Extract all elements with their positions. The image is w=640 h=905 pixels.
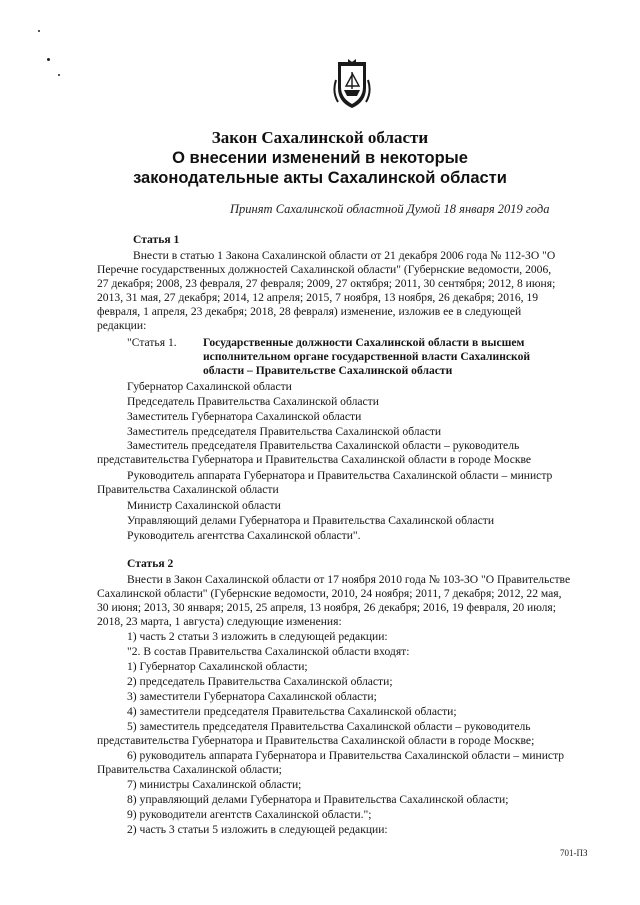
article2-text-line: 5) заместитель председателя Правительства Сахалинской области – руководитель bbox=[127, 720, 531, 733]
article1-heading: Статья 1 bbox=[133, 233, 180, 246]
position-item: Правительства Сахалинской области bbox=[97, 483, 279, 496]
scan-speck bbox=[38, 30, 40, 32]
article2-heading: Статья 2 bbox=[127, 557, 174, 570]
sub-article-heading-line: Государственные должности Сахалинской области в высшем bbox=[203, 336, 525, 349]
article2-text-line: 8) управляющий делами Губернатора и Правительства Сахалинской области; bbox=[127, 793, 509, 806]
article1-text-line: редакции: bbox=[97, 319, 147, 332]
position-item: Заместитель председателя Правительства Сахалинской области – руководитель bbox=[127, 439, 520, 452]
article2-text-line: Сахалинской области" (Губернские ведомости, 2010, 24 ноября; 2011, 7 декабря; 2012, 22 мая, bbox=[97, 587, 562, 600]
article2-text-line: Правительства Сахалинской области; bbox=[97, 763, 282, 776]
scan-speck bbox=[47, 58, 50, 61]
law-subtitle-line1: О внесении изменений в некоторые bbox=[172, 149, 468, 167]
article2-text-line: 2018, 23 марта, 1 августа) следующие изменения: bbox=[97, 615, 342, 628]
article2-text-line: представительства Губернатора и Правительства Сахалинской области в городе Москве; bbox=[97, 734, 535, 747]
position-item: Заместитель председателя Правительства Сахалинской области bbox=[127, 425, 442, 438]
article2-text-line: 2) председатель Правительства Сахалинской области; bbox=[127, 675, 393, 688]
article2-text-line: 7) министры Сахалинской области; bbox=[127, 778, 302, 791]
position-item: Руководитель аппарата Губернатора и Правительства Сахалинской области – министр bbox=[127, 469, 553, 482]
article2-text-line: "2. В состав Правительства Сахалинской области входят: bbox=[127, 645, 410, 658]
article1-text-line: Внести в статью 1 Закона Сахалинской области от 21 декабря 2006 года № 112-ЗО "О bbox=[133, 249, 556, 262]
scan-speck bbox=[58, 74, 60, 76]
sub-article-heading-line: исполнительном органе государственной власти Сахалинской bbox=[203, 350, 531, 363]
position-item: Председатель Правительства Сахалинской области bbox=[127, 395, 379, 408]
article1-text-line: Перечне государственных должностей Сахалинской области" (Губернские ведомости, 2006, bbox=[97, 263, 552, 276]
article2-text-line: 6) руководитель аппарата Губернатора и Правительства Сахалинской области – министр bbox=[127, 749, 565, 762]
adoption-note: Принят Сахалинской областной Думой 18 января 2019 года bbox=[230, 202, 550, 216]
sub-article-label: "Статья 1. bbox=[127, 336, 177, 349]
article2-text-line: 2) часть 3 статьи 5 изложить в следующей редакции: bbox=[127, 823, 388, 836]
position-item: Губернатор Сахалинской области bbox=[127, 380, 292, 393]
article2-text-line: 1) часть 2 статьи 3 изложить в следующей редакции: bbox=[127, 630, 388, 643]
law-title: Закон Сахалинской области bbox=[211, 128, 429, 147]
article2-text-line: 4) заместители председателя Правительства Сахалинской области; bbox=[127, 705, 457, 718]
document-code: 701-ПЗ bbox=[560, 848, 588, 858]
article1-text-line: 27 декабря; 2008, 23 февраля, 27 февраля; 2009, 27 октября; 2011, 30 сентября; 2012, 8 июня; bbox=[97, 277, 556, 290]
position-item: Заместитель Губернатора Сахалинской области bbox=[127, 410, 362, 423]
sub-article-heading-line: области – Правительстве Сахалинской области bbox=[203, 364, 453, 377]
position-item: представительства Губернатора и Правительства Сахалинской области в городе Москве bbox=[97, 453, 532, 466]
article2-text-line: Внести в Закон Сахалинской области от 17 ноября 2010 года № 103-ЗО "О Правительстве bbox=[127, 573, 571, 586]
article1-text-line: 2013, 31 мая, 27 декабря; 2014, 12 апреля; 2015, 7 ноября, 13 ноября, 26 декабря; 2016, 19 bbox=[97, 291, 539, 304]
article2-text-line: 30 июня; 2013, 30 января; 2015, 25 апреля, 13 ноября, 26 декабря; 2016, 19 февраля, 20 июля; bbox=[97, 601, 556, 614]
position-item: Управляющий делами Губернатора и Правительства Сахалинской области bbox=[127, 514, 495, 527]
law-subtitle-line2: законодательные акты Сахалинской области bbox=[133, 169, 507, 187]
position-item: Министр Сахалинской области bbox=[127, 499, 281, 512]
article1-text-line: февраля, 1 апреля, 23 декабря; 2018, 28 февраля) изменение, изложив ее в следующей bbox=[97, 305, 522, 318]
article2-text-line: 3) заместители Губернатора Сахалинской области; bbox=[127, 690, 377, 703]
position-item: Руководитель агентства Сахалинской области". bbox=[127, 529, 361, 542]
coat-of-arms-icon bbox=[332, 58, 372, 113]
article2-text-line: 1) Губернатор Сахалинской области; bbox=[127, 660, 308, 673]
article2-text-line: 9) руководители агентств Сахалинской области."; bbox=[127, 808, 372, 821]
